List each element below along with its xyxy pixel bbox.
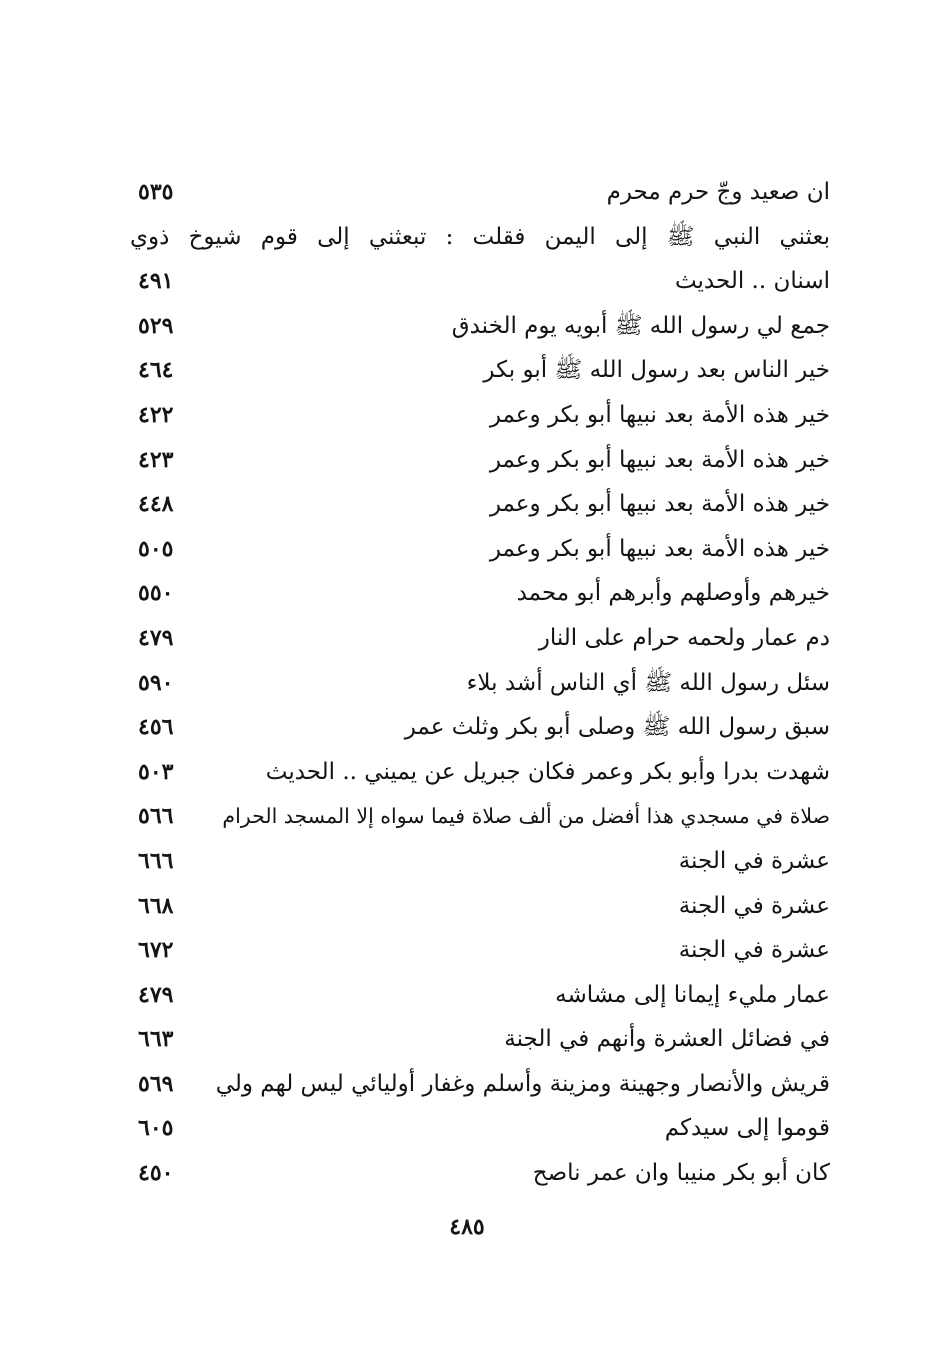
index-entry	[130, 973, 830, 1018]
index-entry	[130, 304, 830, 349]
entry-page-number: ٤٥٠	[138, 1160, 174, 1187]
entry-page-number: ٤٧٩	[138, 981, 174, 1008]
index-entry	[130, 527, 830, 572]
entry-text: عمار مليء إيمانا إلى مشاشه	[555, 981, 830, 1008]
index-entry	[130, 839, 830, 884]
entry-text: قوموا إلى سيدكم	[664, 1115, 830, 1142]
entry-text: عشرة في الجنة	[678, 937, 830, 964]
entry-page-number: ٦٦٣	[138, 1026, 174, 1053]
index-entry	[130, 616, 830, 661]
entry-text: سئل رسول الله ﷺ أي الناس أشد بلاء	[466, 669, 830, 696]
index-entry	[130, 884, 830, 929]
index-entry	[130, 1106, 830, 1151]
entry-page-number: ٤٢٣	[138, 446, 174, 473]
entry-page-number: ٥٢٩	[138, 312, 174, 339]
page-footer-number: ٤٨٥	[449, 1214, 485, 1240]
index-entry	[130, 348, 830, 393]
entry-page-number: ٥٠٥	[138, 535, 174, 562]
index-entry	[130, 170, 830, 215]
entry-text: صلاة في مسجدي هذا أفضل من ألف صلاة فيما سواه إلا المسجد الحرام	[222, 804, 830, 829]
index-entry	[130, 438, 830, 483]
index-entry	[130, 259, 830, 304]
entry-page-number: ٥٩٠	[138, 669, 174, 696]
entry-text: قريش والأنصار وجهينة ومزينة وأسلم وغفار أوليائي ليس لهم ولي	[215, 1070, 830, 1097]
entry-text: خير هذه الأمة بعد نبيها أبو بكر وعمر	[489, 491, 830, 518]
index-entry	[130, 794, 830, 839]
entry-page-number: ٥٥٠	[138, 580, 174, 607]
entry-page-number: ٥٠٣	[138, 758, 174, 785]
entry-text: خيرهم وأوصلهم وأبرهم أبو محمد	[516, 580, 830, 607]
entry-page-number: ٥٦٩	[138, 1070, 174, 1097]
entry-page-number: ٦٧٢	[138, 937, 174, 964]
index-entry	[130, 393, 830, 438]
entry-page-number: ٤٢٢	[138, 401, 174, 428]
entry-text: بعثني النبي ﷺ إلى اليمن فقلت : تبعثني إلى قوم شيوخ ذوي	[130, 223, 830, 250]
entry-text: شهدت بدرا وأبو بكر وعمر فكان جبريل عن يميني .. الحديث	[265, 758, 830, 785]
index-entry	[130, 482, 830, 527]
entry-text: اسنان .. الحديث	[674, 268, 830, 295]
entry-text: في فضائل العشرة وأنهم في الجنة	[504, 1026, 830, 1053]
entry-page-number: ٦٠٥	[138, 1115, 174, 1142]
entry-text: كان أبو بكر منيبا وان عمر ناصح	[532, 1160, 830, 1187]
entry-text: سبق رسول الله ﷺ وصلى أبو بكر وثلث عمر	[404, 714, 830, 741]
entry-text: دم عمار ولحمه حرام على النار	[538, 624, 830, 651]
index-entry	[130, 661, 830, 706]
index-entry	[130, 1062, 830, 1107]
entry-page-number: ٤٤٨	[138, 491, 174, 518]
index-entry	[130, 928, 830, 973]
entry-text: جمع لي رسول الله ﷺ أبويه يوم الخندق	[451, 312, 830, 339]
entry-page-number: ٤٦٤	[138, 357, 174, 384]
entry-text: خير هذه الأمة بعد نبيها أبو بكر وعمر	[489, 535, 830, 562]
entry-text: عشرة في الجنة	[678, 892, 830, 919]
entry-page-number: ٥٦٦	[138, 803, 174, 830]
entry-text: خير الناس بعد رسول الله ﷺ أبو بكر	[483, 357, 830, 384]
entry-page-number: ٥٣٥	[138, 179, 174, 205]
entry-text: ان صعيد وجّ حرم محرم	[606, 179, 830, 205]
entry-page-number: ٤٧٩	[138, 624, 174, 651]
entry-page-number: ٤٩١	[138, 268, 174, 295]
entry-page-number: ٦٦٦	[138, 847, 174, 874]
index-entry	[130, 705, 830, 750]
entry-page-number: ٤٥٦	[138, 714, 174, 741]
entry-text: عشرة في الجنة	[678, 847, 830, 874]
entry-text: خير هذه الأمة بعد نبيها أبو بكر وعمر	[489, 401, 830, 428]
index-entry	[130, 215, 830, 260]
index-entry	[130, 750, 830, 795]
entry-text: خير هذه الأمة بعد نبيها أبو بكر وعمر	[489, 446, 830, 473]
index-entry	[130, 571, 830, 616]
hadith-index-list	[130, 170, 830, 1196]
index-entry	[130, 1017, 830, 1062]
index-entry	[130, 1151, 830, 1196]
entry-page-number: ٦٦٨	[138, 892, 174, 919]
